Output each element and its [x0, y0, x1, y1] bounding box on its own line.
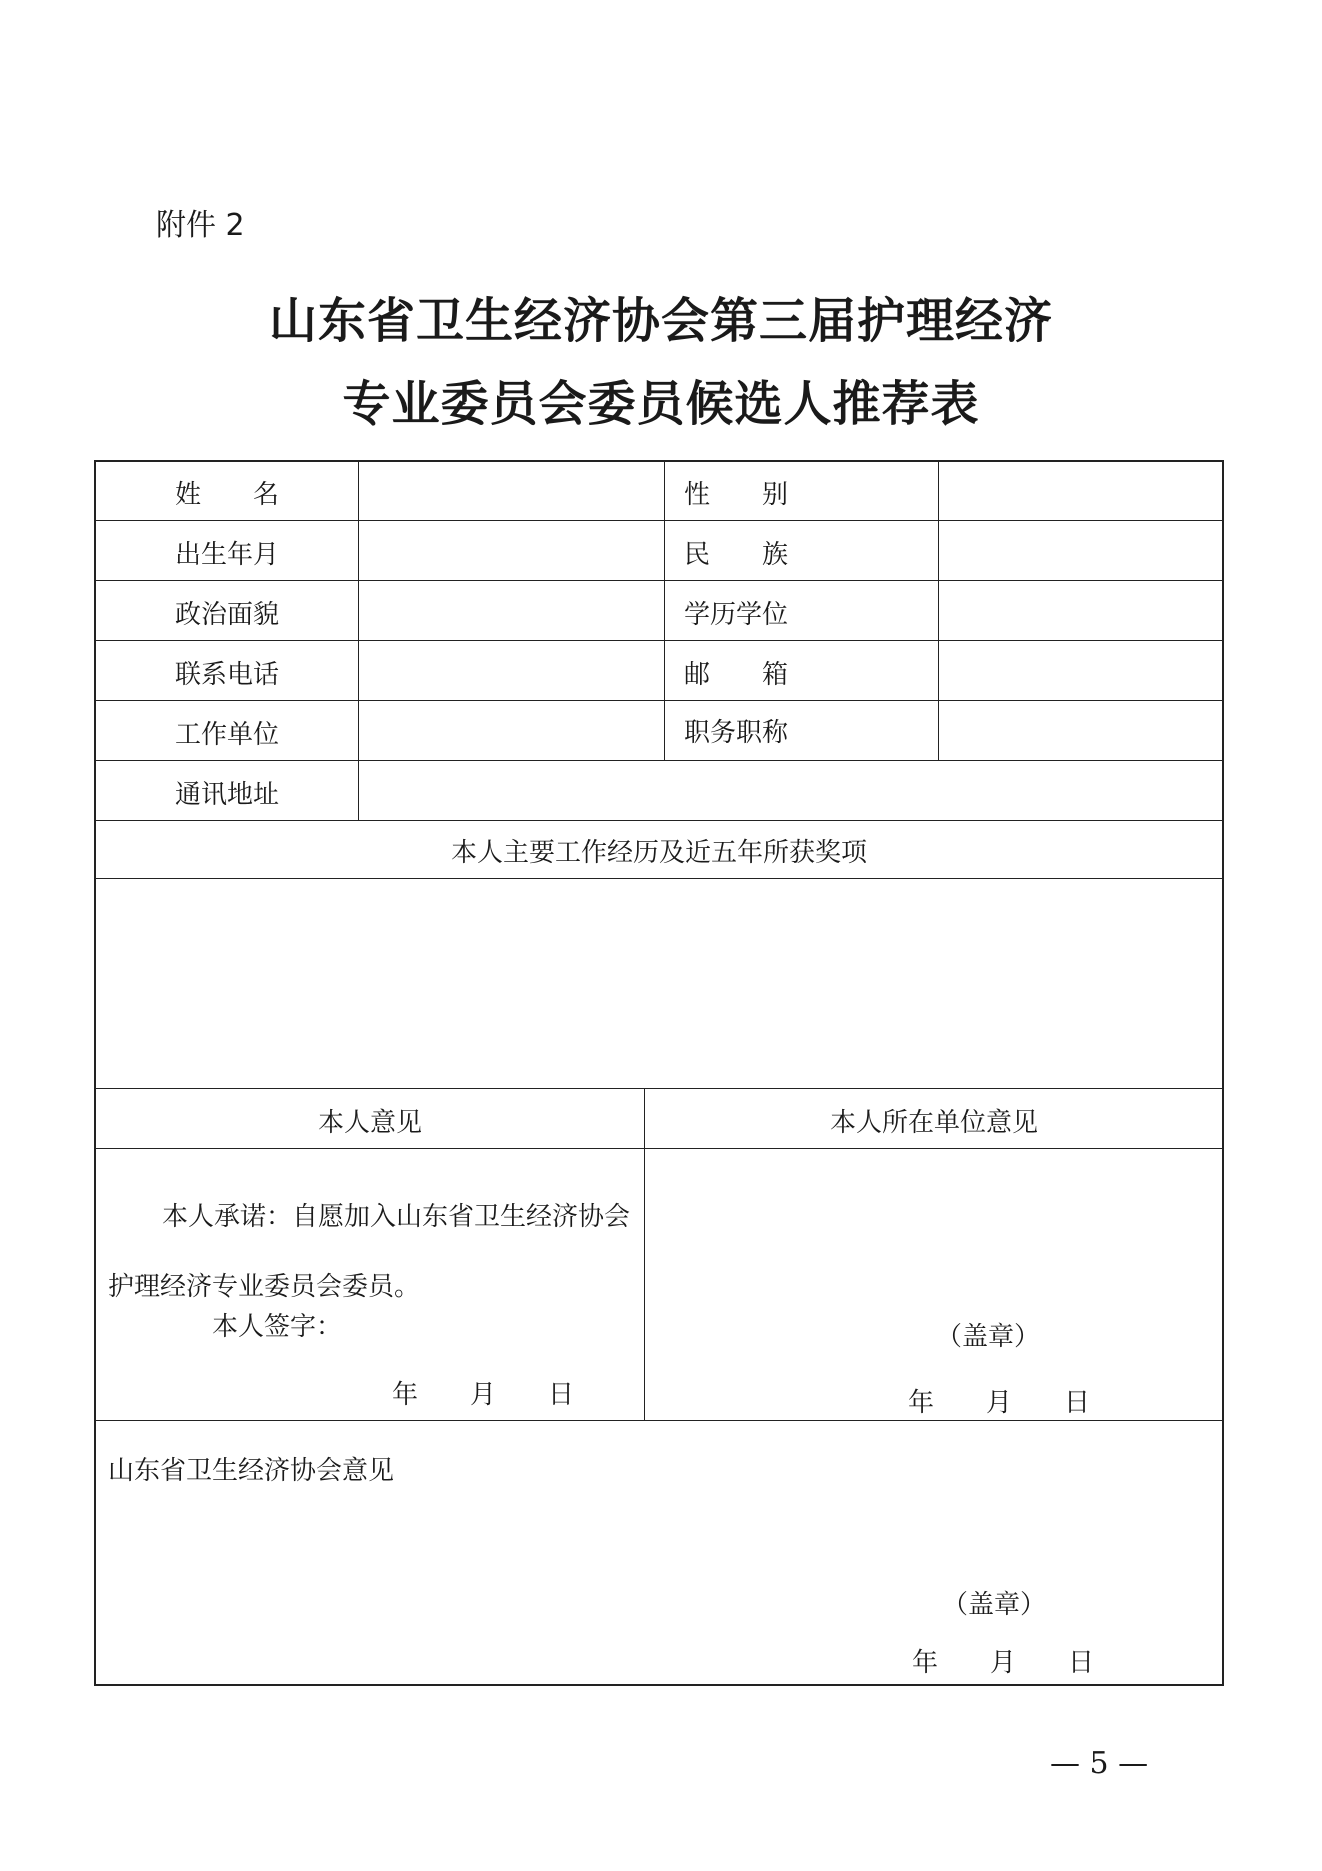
input-gender[interactable]	[940, 464, 1220, 518]
association-opinion-header: 山东省卫生经济协会意见	[108, 1456, 395, 1486]
form-title-line-1: 山东省卫生经济协会第三届护理经济	[268, 293, 1053, 349]
label-title-rank: 职务职称	[683, 718, 788, 748]
row-divider	[96, 820, 1222, 821]
input-title-rank[interactable]	[940, 702, 1220, 758]
label-politics: 政治面貌	[174, 600, 279, 630]
row-divider	[96, 760, 1222, 761]
row-divider	[96, 580, 1222, 581]
attachment-label: 附件 2	[156, 208, 245, 243]
form-title-line-2: 专业委员会委员候选人推荐表	[342, 376, 980, 432]
pledge-line-2: 护理经济专业委员会委员。	[108, 1272, 421, 1302]
personal-opinion-date: 年 月 日	[392, 1380, 575, 1410]
input-politics[interactable]	[360, 582, 662, 638]
unit-opinion-header: 本人所在单位意见	[829, 1108, 1038, 1138]
row-divider	[96, 1088, 1222, 1089]
row-divider	[96, 878, 1222, 879]
experience-header: 本人主要工作经历及近五年所获奖项	[450, 838, 867, 868]
pledge-line-1: 本人承诺：自愿加入山东省卫生经济协会	[162, 1202, 631, 1232]
input-address[interactable]	[360, 762, 1220, 818]
col-divider	[358, 462, 359, 820]
input-name[interactable]	[360, 464, 662, 518]
input-education[interactable]	[940, 582, 1220, 638]
association-seal-label: （盖章）	[942, 1590, 1047, 1620]
row-divider	[96, 700, 1222, 701]
row-divider	[96, 1420, 1222, 1421]
row-divider	[96, 520, 1222, 521]
input-email[interactable]	[940, 642, 1220, 698]
col-divider	[644, 1088, 645, 1420]
label-address: 通讯地址	[174, 780, 279, 810]
input-ethnicity[interactable]	[940, 522, 1220, 578]
input-phone[interactable]	[360, 642, 662, 698]
personal-opinion-header: 本人意见	[317, 1108, 422, 1138]
col-divider	[938, 462, 939, 760]
association-opinion-date: 年 月 日	[912, 1648, 1095, 1678]
page-number: — 5 —	[1050, 1746, 1149, 1781]
col-divider	[664, 462, 665, 760]
label-name: 姓 名	[174, 480, 279, 510]
row-divider	[96, 640, 1222, 641]
label-gender: 性 别	[683, 480, 788, 510]
unit-seal-label: （盖章）	[936, 1322, 1041, 1352]
label-birth: 出生年月	[174, 540, 279, 570]
row-divider	[96, 1148, 1222, 1149]
input-workplace[interactable]	[360, 702, 662, 758]
recommendation-form-table	[94, 460, 1224, 1686]
input-birth[interactable]	[360, 522, 662, 578]
label-ethnicity: 民 族	[683, 540, 788, 570]
experience-input-area[interactable]	[98, 880, 1220, 1086]
label-phone: 联系电话	[174, 660, 279, 690]
label-email: 邮 箱	[683, 660, 788, 690]
unit-opinion-date: 年 月 日	[908, 1388, 1091, 1418]
signature-label: 本人签字：	[212, 1312, 343, 1342]
label-workplace: 工作单位	[174, 720, 279, 750]
label-education: 学历学位	[683, 600, 788, 630]
